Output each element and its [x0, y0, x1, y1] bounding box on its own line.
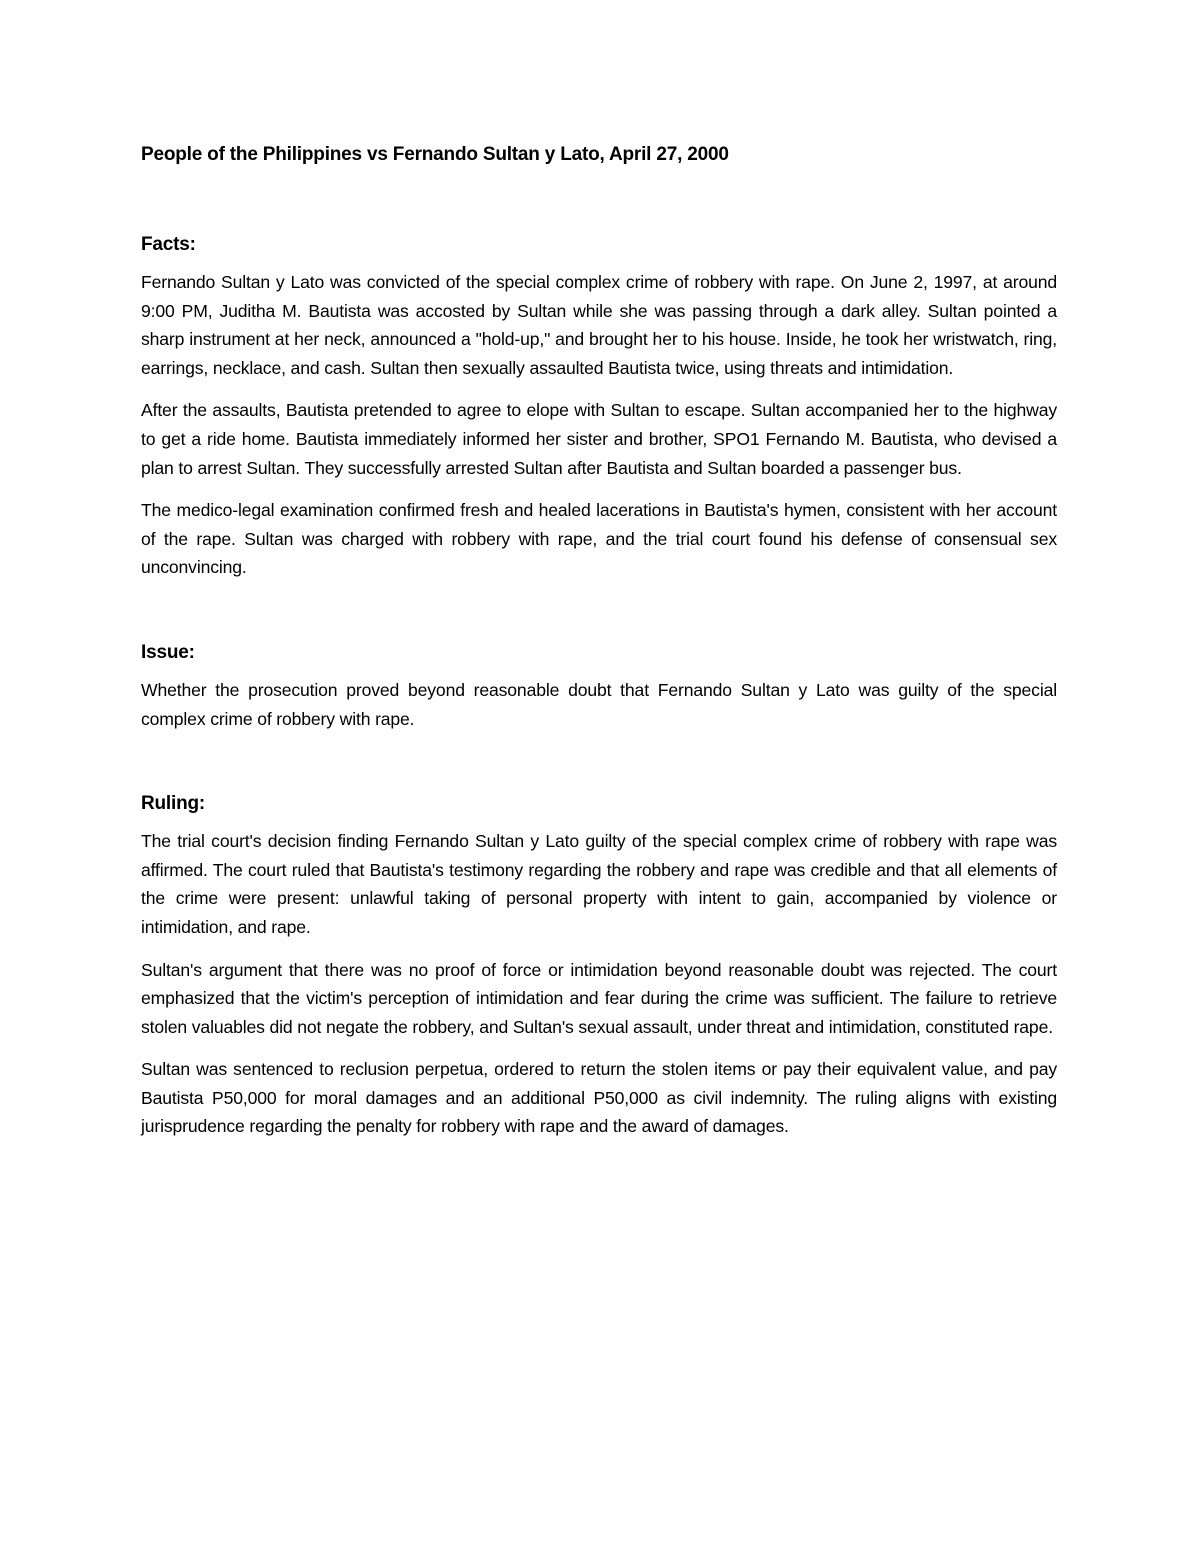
issue-heading: Issue: [141, 641, 195, 663]
facts-paragraph: Fernando Sultan y Lato was convicted of the special complex crime of robbery with rape. On June 2, 1997, at around 9:00 PM, Juditha M. Bautista was accosted by Sultan while she was passing through a dark alley. Sultan pointed a sharp instrument at her neck, announced a "hold-up," and brought her to his house. Inside, he took her wristwatch, ring, earrings, necklace, and cash. Sultan then sexually assaulted Bautista twice, using threats and intimidation. [141, 272, 1057, 378]
ruling-heading: Ruling: [141, 793, 206, 815]
issue-paragraph: Whether the prosecution proved beyond reasonable doubt that Fernando Sultan y Lato was guilty of the special complex crime of robbery with rape. [141, 679, 1057, 729]
ruling-section [141, 789, 1057, 1141]
document-body [141, 140, 1057, 1141]
ruling-paragraph: Sultan's argument that there was no proof of force or intimidation beyond reasonable doubt was rejected. The court emphasized that the victim's perception of intimidation and fear during the crime was sufficient. The failure to retrieve stolen valuables did not negate the robbery, and Sultan's sexual assault, under threat and intimidation, constituted rape. [141, 959, 1057, 1037]
facts-paragraph: After the assaults, Bautista pretended to agree to elope with Sultan to escape. Sultan accompanied her to the highway to get a ride home. Bautista immediately informed her sister and brother, SPO1 Fernando M. Bautista, who devised a plan to arrest Sultan. They successfully arrested Sultan after Bautista and Sultan boarded a passenger bus. [141, 400, 1057, 478]
case-title: People of the Philippines vs Fernando Sultan y Lato, April 27, 2000 [141, 144, 729, 165]
ruling-paragraph: The trial court's decision finding Fernando Sultan y Lato guilty of the special complex crime of robbery with rape was affirmed. The court ruled that Bautista's testimony regarding the robbery and rape was credible and that all elements of the crime were present: unlawful taking of personal property with intent to gain, accompanied by violence or intimidation, and rape. [141, 831, 1057, 937]
facts-paragraph: The medico-legal examination confirmed fresh and healed lacerations in Bautista's hymen, consistent with her account of the rape. Sultan was charged with robbery with rape, and the trial court found his defense of consensual sex unconvincing. [141, 500, 1057, 578]
issue-section [141, 638, 1057, 733]
facts-section [141, 230, 1057, 582]
ruling-paragraph: Sultan was sentenced to reclusion perpetua, ordered to return the stolen items or pay their equivalent value, and pay Bautista P50,000 for moral damages and an additional P50,000 as civil indemnity. The ruling aligns with existing jurisprudence regarding the penalty for robbery with rape and the award of damages. [141, 1059, 1057, 1137]
facts-heading: Facts: [141, 234, 196, 255]
